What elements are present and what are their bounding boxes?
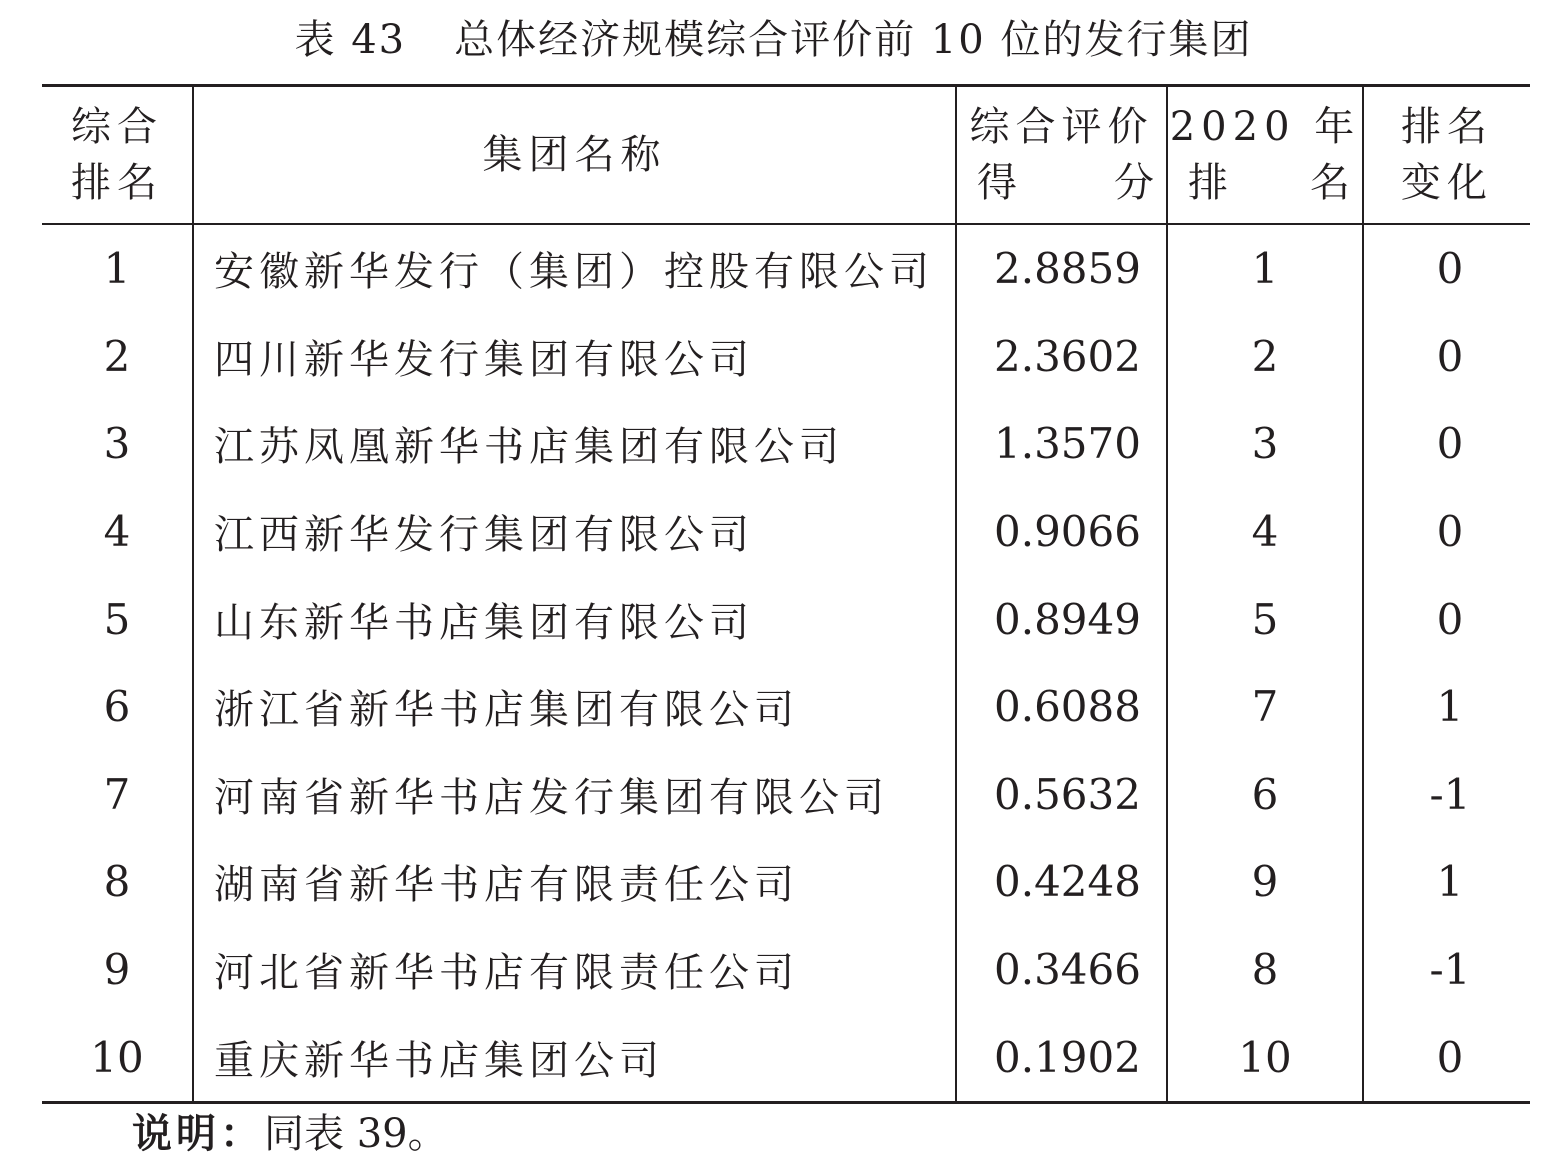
rank-2020-cell: 5 xyxy=(1167,575,1363,663)
score-cell: 0.8949 xyxy=(956,575,1167,663)
company-name-cell: 浙江省新华书店集团有限公司 xyxy=(193,663,956,751)
rank-cell: 3 xyxy=(42,400,193,488)
table-row xyxy=(42,838,1530,926)
table-row xyxy=(42,575,1530,663)
rank-cell: 7 xyxy=(42,751,193,839)
company-name-cell: 河北省新华书店有限责任公司 xyxy=(193,926,956,1014)
rank-change-cell: 0 xyxy=(1363,575,1530,663)
rank-2020-cell: 1 xyxy=(1167,224,1363,313)
score-cell: 0.9066 xyxy=(956,488,1167,576)
company-name-cell: 重庆新华书店集团公司 xyxy=(193,1013,956,1102)
company-name-cell: 安徽新华发行（集团）控股有限公司 xyxy=(193,224,956,313)
company-name-cell: 四川新华发行集团有限公司 xyxy=(193,313,956,401)
rank-change-cell: 0 xyxy=(1363,224,1530,313)
company-name-cell: 山东新华书店集团有限公司 xyxy=(193,575,956,663)
rank-cell: 4 xyxy=(42,488,193,576)
rank-change-cell: 0 xyxy=(1363,488,1530,576)
table-caption: 总体经济规模综合评价前 10 位的发行集团 xyxy=(454,17,1253,63)
header-score-line-2 xyxy=(957,155,1166,211)
score-cell: 2.8859 xyxy=(956,224,1167,313)
table-row xyxy=(42,488,1530,576)
table-row xyxy=(42,313,1530,401)
header-rank-line-1: 综合 xyxy=(71,104,163,150)
header-row xyxy=(42,86,1530,225)
rank-change-cell: 1 xyxy=(1363,838,1530,926)
header-rank-2020-char-1: 排 xyxy=(1188,160,1228,206)
rank-2020-cell: 2 xyxy=(1167,313,1363,401)
score-cell: 0.1902 xyxy=(956,1013,1167,1102)
header-rank-2020-char-2: 名 xyxy=(1310,160,1350,206)
score-cell: 1.3570 xyxy=(956,400,1167,488)
table-note xyxy=(132,1106,448,1162)
rank-cell: 9 xyxy=(42,926,193,1014)
header-name xyxy=(193,86,956,225)
rank-2020-cell: 9 xyxy=(1167,838,1363,926)
header-rank xyxy=(42,86,193,225)
table-body xyxy=(42,224,1530,1102)
header-change xyxy=(1363,86,1530,225)
header-name-label: 集团名称 xyxy=(482,132,667,178)
company-name-cell: 江西新华发行集团有限公司 xyxy=(193,488,956,576)
rank-change-cell: 0 xyxy=(1363,313,1530,401)
table-row xyxy=(42,663,1530,751)
header-rank-line-2: 排名 xyxy=(71,160,163,206)
rank-2020-cell: 7 xyxy=(1167,663,1363,751)
score-cell: 0.5632 xyxy=(956,751,1167,839)
rank-cell: 8 xyxy=(42,838,193,926)
company-name-cell: 河南省新华书店发行集团有限公司 xyxy=(193,751,956,839)
rank-change-cell: -1 xyxy=(1363,751,1530,839)
header-score-line-1: 综合评价 xyxy=(969,104,1154,150)
rank-change-cell: 0 xyxy=(1363,400,1530,488)
rank-change-cell: 1 xyxy=(1363,663,1530,751)
company-name-cell: 湖南省新华书店有限责任公司 xyxy=(193,838,956,926)
table-row xyxy=(42,1013,1530,1102)
table-row xyxy=(42,400,1530,488)
note-text: 同表 39。 xyxy=(264,1111,448,1157)
header-rank-2020-line-1: 2020 年 xyxy=(1169,104,1361,150)
score-cell: 0.6088 xyxy=(956,663,1167,751)
table-title xyxy=(0,12,1547,68)
rank-cell: 2 xyxy=(42,313,193,401)
rank-2020-cell: 10 xyxy=(1167,1013,1363,1102)
header-score-char-2: 分 xyxy=(1114,160,1154,206)
rank-change-cell: -1 xyxy=(1363,926,1530,1014)
rank-change-cell: 0 xyxy=(1363,1013,1530,1102)
rank-cell: 5 xyxy=(42,575,193,663)
score-cell: 0.4248 xyxy=(956,838,1167,926)
rank-2020-cell: 3 xyxy=(1167,400,1363,488)
rank-cell: 10 xyxy=(42,1013,193,1102)
rank-2020-cell: 6 xyxy=(1167,751,1363,839)
table-row xyxy=(42,926,1530,1014)
company-name-cell: 江苏凤凰新华书店集团有限公司 xyxy=(193,400,956,488)
rank-2020-cell: 8 xyxy=(1167,926,1363,1014)
header-score-char-1: 得 xyxy=(977,160,1017,206)
rank-cell: 6 xyxy=(42,663,193,751)
ranking-table xyxy=(42,84,1530,1104)
score-cell: 0.3466 xyxy=(956,926,1167,1014)
table-row xyxy=(42,224,1530,313)
header-rank-2020 xyxy=(1167,86,1363,225)
rank-2020-cell: 4 xyxy=(1167,488,1363,576)
table-number: 表 43 xyxy=(294,17,407,63)
table-row xyxy=(42,751,1530,839)
header-score xyxy=(956,86,1167,225)
note-label: 说明： xyxy=(132,1110,264,1157)
header-rank-2020-line-2 xyxy=(1168,155,1362,211)
header-change-line-1: 排名 xyxy=(1401,104,1493,150)
rank-cell: 1 xyxy=(42,224,193,313)
table-header xyxy=(42,86,1530,225)
score-cell: 2.3602 xyxy=(956,313,1167,401)
header-change-line-2: 变化 xyxy=(1401,160,1493,206)
